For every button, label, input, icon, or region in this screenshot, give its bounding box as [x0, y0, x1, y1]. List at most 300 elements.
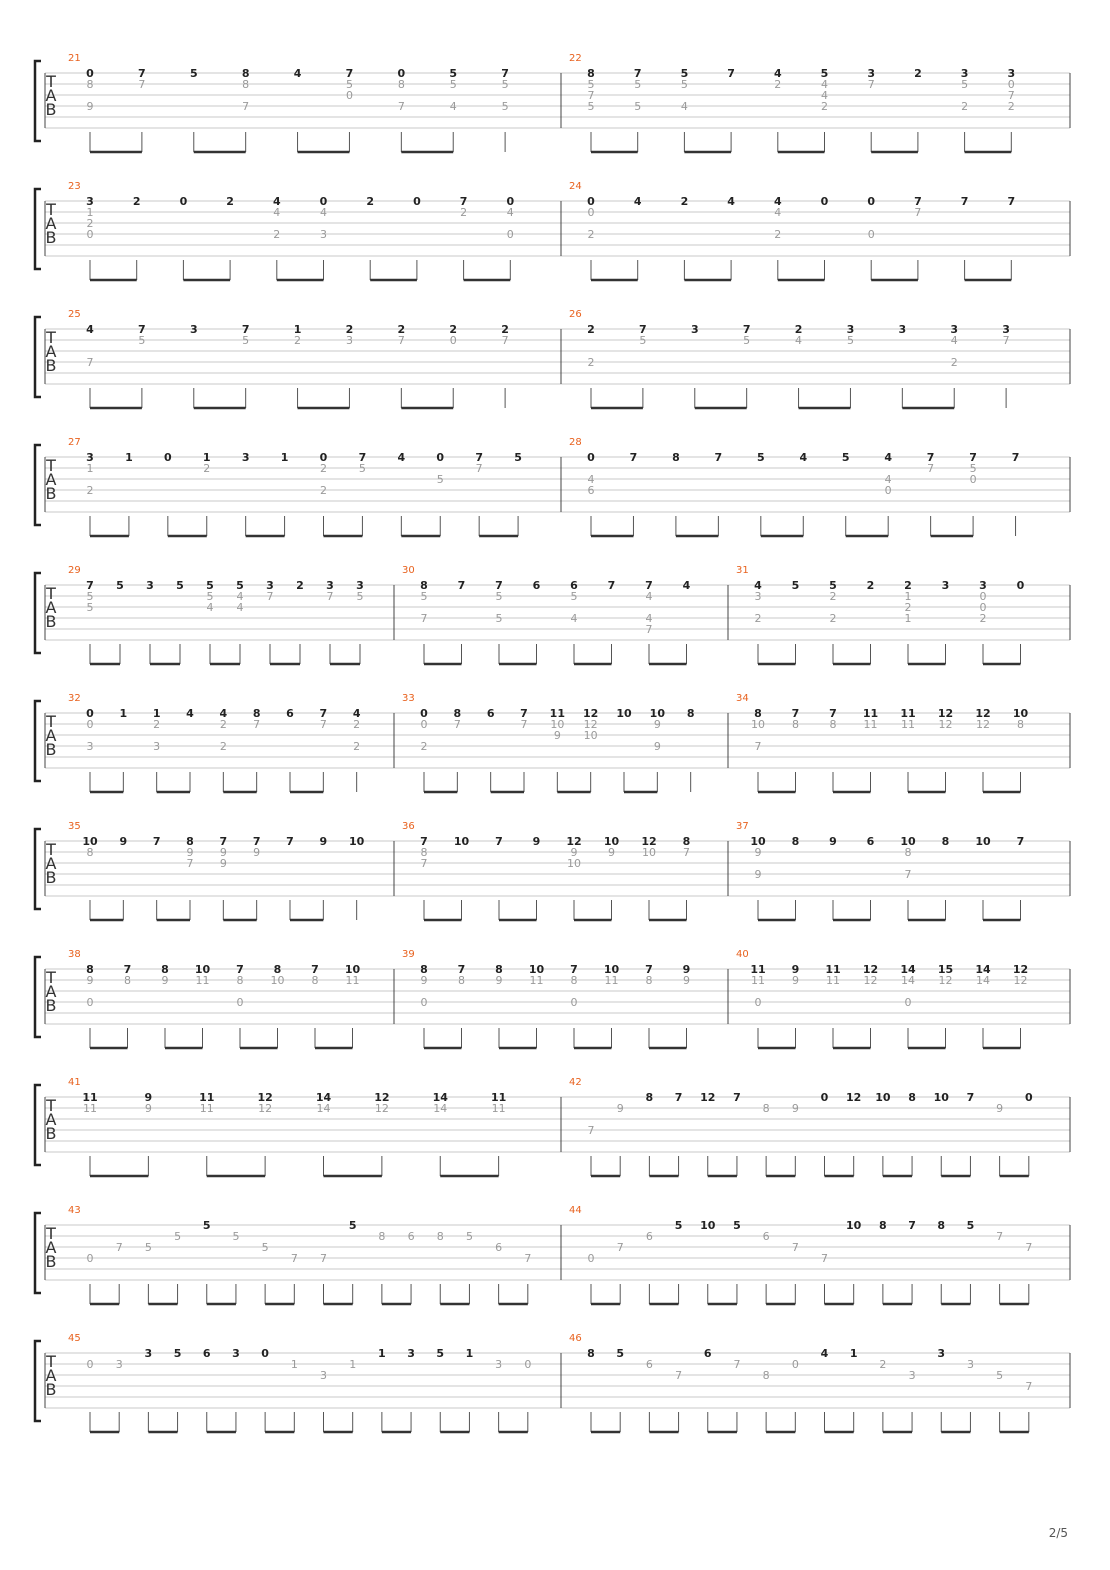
fret-number: 0 [420, 707, 428, 720]
fret-number: 8 [941, 835, 950, 848]
note-column [86, 67, 94, 152]
fret-number: 7 [457, 579, 466, 592]
fret-number: 0 [86, 1252, 94, 1265]
fret-number: 9 [754, 868, 762, 881]
fret-number: 10 [603, 963, 620, 976]
fret-number: 8 [904, 846, 912, 859]
fret-number: 7 [86, 356, 94, 369]
fret-number: 11 [199, 1102, 214, 1115]
fret-number: 9 [792, 974, 799, 987]
note-column [157, 707, 195, 792]
fret-number: 5 [639, 334, 647, 347]
fret-number: 3 [86, 740, 94, 753]
fret-number: 4 [821, 78, 828, 91]
measure-number: 27 [68, 437, 81, 448]
fret-number: 0 [969, 473, 977, 486]
note-column [475, 451, 483, 536]
fret-number: 3 [345, 334, 353, 347]
fret-number: 4 [821, 89, 828, 102]
note-column [591, 323, 647, 408]
fret-number: 8 [311, 974, 319, 987]
note-column [242, 451, 250, 536]
note-column [90, 1358, 123, 1432]
fret-number: 10 [528, 963, 545, 976]
note-column [591, 195, 642, 280]
fret-number: 7 [1007, 195, 1016, 208]
fret-number: 12 [938, 718, 953, 731]
fret-number: 8 [186, 835, 194, 848]
fret-number: 7 [501, 67, 509, 80]
fret-number: 8 [436, 1230, 444, 1243]
note-column [479, 451, 522, 536]
fret-number: 11 [751, 974, 765, 987]
fret-number: 1 [378, 1347, 386, 1360]
fret-number: 5 [202, 1219, 211, 1232]
note-column [645, 579, 653, 664]
tab-clef-letter: T [46, 968, 56, 987]
fret-number: 8 [236, 974, 244, 987]
note-column [574, 963, 619, 1048]
tab-system [35, 309, 1070, 408]
note-column [353, 707, 361, 792]
fret-number: 12 [937, 707, 954, 720]
note-column [829, 707, 837, 792]
note-column [324, 1219, 357, 1304]
fret-number: 5 [345, 78, 353, 91]
fret-number: 8 [937, 1219, 946, 1232]
fret-number: 10 [933, 1091, 949, 1104]
fret-number: 1 [125, 451, 133, 464]
fret-number: 0 [867, 228, 875, 241]
fret-number: 7 [397, 100, 405, 113]
note-column [750, 835, 766, 920]
fret-number: 14 [976, 974, 990, 987]
note-column [591, 67, 642, 152]
fret-number: 7 [138, 323, 146, 336]
system-bracket [35, 61, 41, 141]
fret-number: 2 [904, 579, 912, 592]
note-column [491, 707, 528, 792]
fret-number: 8 [570, 974, 578, 987]
fret-number: 0 [86, 228, 94, 241]
fret-number: 1 [86, 206, 94, 219]
note-column [591, 451, 637, 536]
fret-number: 8 [792, 718, 799, 731]
note-column [316, 1091, 332, 1176]
note-column [424, 707, 461, 792]
note-column [194, 323, 250, 408]
tab-clef-letter: A [45, 1366, 57, 1385]
fret-number: 5 [680, 78, 688, 91]
measure-number: 26 [569, 309, 582, 320]
fret-number: 1 [904, 590, 912, 603]
note-column [90, 1241, 123, 1304]
note-column [499, 579, 541, 664]
note-column [207, 1230, 240, 1304]
fret-number: 9 [186, 846, 194, 859]
fret-number: 11 [901, 718, 915, 731]
fret-number: 7 [138, 67, 146, 80]
fret-number: 6 [703, 1347, 712, 1360]
fret-number: 2 [153, 718, 161, 731]
note-column [495, 963, 503, 1048]
system-bracket [35, 701, 41, 781]
fret-number: 0 [236, 996, 244, 1009]
fret-number: 3 [1002, 323, 1010, 336]
fret-number: 12 [863, 974, 878, 987]
fret-number: 0 [420, 718, 428, 731]
fret-number: 9 [682, 963, 691, 976]
note-column [90, 1091, 152, 1176]
fret-number: 1 [290, 1358, 298, 1371]
note-column [273, 195, 281, 280]
tab-clef-letter: B [45, 100, 57, 119]
note-column [900, 835, 916, 920]
fret-number: 6 [286, 707, 294, 720]
fret-number: 9 [253, 846, 261, 859]
fret-number: 9 [219, 857, 227, 870]
system-bracket [35, 445, 41, 525]
note-column [401, 451, 444, 536]
fret-number: 0 [587, 195, 595, 208]
note-column [681, 195, 689, 280]
fret-number: 5 [733, 1219, 741, 1232]
note-column [649, 1091, 682, 1176]
fret-number: 10 [846, 1219, 862, 1232]
fret-number: 12 [862, 963, 879, 976]
fret-number: 5 [570, 590, 578, 603]
measure-number: 30 [402, 565, 415, 576]
note-column [86, 707, 94, 792]
note-column [148, 1230, 181, 1304]
fret-number: 7 [926, 451, 935, 464]
fret-number: 7 [908, 1219, 916, 1232]
fret-number: 7 [791, 707, 800, 720]
fret-number: 7 [969, 451, 977, 464]
fret-number: 4 [320, 206, 327, 219]
fret-number: 6 [495, 1241, 503, 1254]
fret-number: 2 [219, 718, 227, 731]
fret-number: 5 [634, 78, 642, 91]
note-column [499, 1252, 532, 1304]
fret-number: 3 [320, 1369, 327, 1382]
fret-number: 4 [236, 590, 244, 603]
measure-number: 29 [68, 565, 81, 576]
note-column [190, 323, 198, 408]
note-column [86, 963, 94, 1048]
fret-number: 9 [829, 835, 837, 848]
note-column [420, 707, 428, 792]
note-column [203, 1347, 211, 1432]
fret-number: 9 [791, 963, 800, 976]
note-column [499, 1358, 532, 1432]
note-column [1002, 323, 1010, 408]
note-column [499, 963, 544, 1048]
note-column [1012, 451, 1020, 536]
measure-number: 28 [569, 437, 582, 448]
fret-number: 5 [242, 334, 250, 347]
fret-number: 11 [491, 1102, 506, 1115]
tab-clef-letter: T [46, 584, 56, 603]
fret-number: 0 [179, 195, 188, 208]
tab-system [35, 949, 1070, 1048]
fret-number: 9 [420, 974, 428, 987]
fret-number: 10 [649, 707, 665, 720]
fret-number: 9 [144, 1102, 152, 1115]
fret-number: 5 [969, 462, 977, 475]
fret-number: 5 [680, 67, 689, 80]
fret-number: 12 [583, 718, 598, 731]
note-column [616, 707, 632, 792]
note-column [298, 67, 354, 152]
fret-number: 0 [904, 996, 912, 1009]
fret-number: 15 [937, 963, 954, 976]
fret-number: 7 [587, 1124, 595, 1137]
fret-number: 11 [345, 974, 360, 987]
fret-number: 8 [908, 1091, 916, 1104]
fret-number: 5 [756, 451, 765, 464]
fret-number: 8 [420, 579, 428, 592]
fret-number: 8 [587, 67, 595, 80]
tab-system [35, 1333, 1070, 1432]
measure-number: 22 [569, 53, 582, 64]
fret-number: 4 [727, 195, 735, 208]
note-column [908, 579, 949, 664]
fret-number: 7 [358, 451, 367, 464]
note-column [203, 1219, 211, 1304]
fret-number: 3 [1007, 67, 1016, 80]
note-column [495, 1358, 502, 1432]
fret-number: 8 [762, 1102, 770, 1115]
note-column [487, 707, 495, 792]
fret-number: 9 [495, 974, 503, 987]
fret-number: 9 [653, 740, 661, 753]
tab-clef-letter: B [45, 484, 57, 503]
measure-number: 36 [402, 821, 415, 832]
fret-number: 8 [241, 67, 250, 80]
measure-number: 46 [569, 1333, 582, 1344]
fret-number: 4 [273, 206, 281, 219]
fret-number: 5 [501, 78, 509, 91]
fret-number: 2 [774, 228, 782, 241]
fret-number: 0 [1024, 1091, 1033, 1104]
fret-number: 0 [506, 228, 514, 241]
note-column [927, 451, 935, 536]
note-column [941, 1358, 974, 1432]
fret-number: 7 [219, 835, 228, 848]
fret-number: 3 [266, 579, 274, 592]
note-column [763, 1230, 770, 1304]
note-column [846, 451, 893, 536]
note-column [829, 835, 837, 920]
note-column [766, 1102, 799, 1176]
fret-number: 11 [83, 1102, 97, 1115]
fret-number: 5 [829, 579, 837, 592]
fret-number: 7 [420, 857, 428, 870]
note-column [754, 579, 762, 664]
fret-number: 2 [320, 484, 327, 497]
fret-number: 4 [506, 206, 514, 219]
fret-number: 8 [645, 974, 653, 987]
note-column [501, 67, 509, 152]
fret-number: 0 [754, 996, 762, 1009]
fret-number: 10 [751, 718, 765, 731]
measure-number: 34 [736, 693, 749, 704]
tab-clef-letter: T [46, 72, 56, 91]
fret-number: 0 [420, 996, 428, 1009]
fret-number: 5 [674, 1219, 683, 1232]
fret-number: 4 [206, 601, 214, 614]
fret-number: 3 [690, 323, 699, 336]
note-column [495, 835, 503, 920]
note-column [261, 1347, 269, 1432]
fret-number: 12 [641, 835, 657, 848]
fret-number: 10 [82, 835, 98, 848]
fret-number: 7 [152, 835, 161, 848]
tab-clef-letter: T [46, 328, 56, 347]
tab-system [35, 437, 1070, 536]
fret-number: 12 [700, 1091, 716, 1104]
fret-number: 10 [349, 835, 365, 848]
tab-clef-letter: A [45, 342, 57, 361]
fret-number: 8 [879, 1219, 887, 1232]
fret-number: 7 [475, 462, 483, 475]
fret-number: 10 [550, 718, 565, 731]
measure-number: 24 [569, 181, 582, 192]
fret-number: 4 [645, 612, 653, 625]
note-column [86, 195, 94, 280]
note-column [495, 579, 503, 664]
note-column [965, 195, 1016, 280]
note-column [206, 579, 214, 664]
fret-number: 7 [674, 1091, 683, 1104]
fret-number: 2 [353, 718, 361, 731]
tab-clef-letter: A [45, 982, 57, 1001]
fret-number: 8 [124, 974, 131, 987]
tab-clef-letter: B [45, 1124, 57, 1143]
fret-number: 4 [682, 579, 691, 592]
fret-number: 7 [242, 100, 250, 113]
note-column [687, 707, 695, 792]
tab-clef-letter: A [45, 214, 57, 233]
note-column [649, 963, 690, 1048]
fret-number: 12 [374, 1091, 390, 1104]
fret-number: 0 [1007, 78, 1015, 91]
fret-number: 4 [219, 707, 228, 720]
note-column [153, 707, 161, 792]
fret-number: 0 [86, 67, 94, 80]
fret-number: 3 [960, 67, 969, 80]
fret-number: 9 [86, 100, 94, 113]
fret-number: 4 [754, 579, 762, 592]
measure-number: 41 [68, 1077, 81, 1088]
note-column [240, 963, 285, 1048]
fret-number: 0 [86, 718, 94, 731]
note-column [799, 323, 855, 408]
tab-clef-letter: B [45, 1252, 57, 1271]
fret-number: 4 [449, 100, 457, 113]
fret-number: 2 [914, 67, 922, 80]
note-column [90, 707, 127, 792]
note-column [795, 323, 803, 408]
fret-number: 8 [86, 963, 94, 976]
tab-clef-letter: B [45, 1380, 57, 1399]
note-column [382, 1230, 415, 1304]
fret-number: 7 [754, 740, 762, 753]
note-column [330, 579, 364, 664]
note-column [758, 579, 799, 664]
note-column [398, 67, 406, 152]
note-column [587, 67, 595, 152]
tab-system [35, 1205, 1070, 1304]
fret-number: 0 [820, 1091, 829, 1104]
note-column [464, 195, 515, 280]
fret-number: 8 [420, 846, 428, 859]
fret-number: 12 [257, 1091, 273, 1104]
fret-number: 7 [904, 868, 912, 881]
fret-number: 11 [529, 974, 544, 987]
fret-number: 7 [675, 1369, 683, 1382]
fret-number: 7 [520, 707, 528, 720]
fret-number: 7 [914, 206, 922, 219]
measure-number: 35 [68, 821, 81, 832]
fret-number: 10 [1012, 707, 1029, 720]
fret-number: 7 [319, 718, 327, 731]
note-column [867, 67, 875, 152]
system-bracket [35, 573, 41, 653]
note-column [1000, 1091, 1033, 1176]
fret-number: 5 [116, 579, 124, 592]
fret-number: 2 [950, 356, 958, 369]
note-column [704, 1347, 712, 1432]
fret-number: 7 [645, 623, 653, 636]
note-column [695, 323, 751, 408]
note-column [646, 1230, 653, 1304]
note-column [145, 1241, 152, 1304]
note-column [700, 1219, 716, 1304]
system-bracket [35, 957, 41, 1037]
note-column [349, 835, 365, 920]
fret-number: 5 [820, 67, 829, 80]
note-column [90, 579, 124, 664]
fret-number: 2 [961, 100, 969, 113]
note-column [495, 1241, 502, 1304]
fret-number: 7 [86, 579, 94, 592]
fret-number: 7 [1011, 451, 1020, 464]
note-column [591, 1102, 624, 1176]
note-column [825, 1091, 862, 1176]
note-column [320, 451, 328, 536]
fret-number: 4 [587, 473, 595, 486]
fret-number: 5 [436, 473, 444, 486]
fret-number: 8 [453, 707, 462, 720]
fret-number: 3 [495, 1358, 503, 1371]
fret-number: 2 [273, 228, 281, 241]
fret-number: 5 [206, 590, 214, 603]
fret-number: 8 [672, 451, 680, 464]
fret-number: 11 [863, 718, 878, 731]
fret-number: 2 [460, 206, 468, 219]
tab-clef-letter: B [45, 228, 57, 247]
note-column [436, 1347, 444, 1432]
fret-number: 7 [683, 846, 690, 859]
note-column [646, 1091, 654, 1176]
fret-number: 2 [366, 195, 375, 208]
measure-number: 39 [402, 949, 415, 960]
fret-number: 3 [86, 451, 94, 464]
fret-number: 5 [495, 590, 503, 603]
tab-clef-letter: T [46, 1224, 56, 1243]
